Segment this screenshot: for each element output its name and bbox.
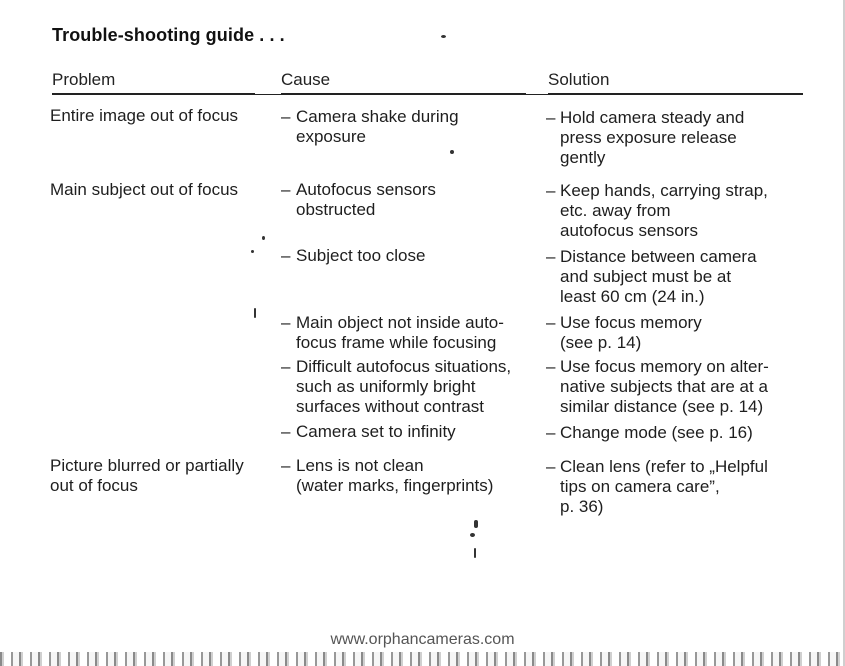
row-6-solution (546, 423, 806, 443)
solution-dash: – (546, 108, 556, 127)
cause-text: Subject too close (296, 246, 426, 265)
solution-dash: – (546, 247, 556, 266)
cause-text: Camera set to infinity (296, 422, 456, 441)
row-2-cause (281, 180, 541, 220)
scan-speck (470, 533, 475, 537)
cause-dash: – (281, 180, 291, 199)
row-5-solution (546, 357, 806, 417)
scan-speck (474, 548, 476, 558)
solution-dash: – (546, 357, 556, 376)
solution-text: Clean lens (refer to „Helpful tips on camera care”, p. 36) (560, 457, 768, 516)
header-underline-cause (281, 93, 526, 94)
scan-edge-noise (0, 652, 845, 666)
footer-url: www.orphancameras.com (330, 631, 515, 648)
row-3-cause (281, 246, 541, 266)
page-title: Trouble-shooting guide . . . (52, 25, 285, 45)
solution-text: Change mode (see p. 16) (560, 423, 753, 442)
header-underline-solution (548, 93, 803, 94)
cause-text: Camera shake during exposure (296, 107, 459, 146)
solution-text: Hold camera steady and press exposure release gently (560, 108, 745, 167)
row-5-cause (281, 357, 541, 417)
solution-dash: – (546, 423, 556, 442)
cause-text: Difficult autofocus situations, such as uniformly bright surfaces without contrast (296, 357, 512, 416)
solution-text: Distance between camera and subject must be at least 60 cm (24 in.) (560, 247, 757, 306)
row-6-cause (281, 422, 541, 442)
header-underline-problem (52, 93, 255, 94)
solution-dash: – (546, 457, 556, 476)
scan-speck (254, 308, 256, 318)
solution-dash: – (546, 181, 556, 200)
solution-text: Use focus memory (see p. 14) (560, 313, 702, 352)
cause-dash: – (281, 357, 291, 376)
row-7-problem: Picture blurred or partially out of focus (50, 456, 244, 495)
row-2-problem: Main subject out of focus (50, 180, 239, 199)
scan-speck (450, 150, 454, 154)
cause-dash: – (281, 422, 291, 441)
header-solution: Solution (548, 70, 610, 89)
header-cause: Cause (281, 70, 331, 89)
solution-text: Keep hands, carrying strap, etc. away from autofocus sensors (560, 181, 768, 240)
row-7-solution (546, 457, 806, 517)
cause-dash: – (281, 456, 291, 475)
row-2-solution (546, 181, 806, 241)
scan-speck (262, 236, 265, 240)
header-rule (52, 94, 803, 95)
solution-text: Use focus memory on alter- native subjects that are at a similar distance (see p. 14) (560, 357, 769, 416)
row-4-cause (281, 313, 541, 353)
cause-dash: – (281, 107, 291, 126)
scan-speck (251, 250, 254, 253)
cause-dash: – (281, 246, 291, 265)
cause-text: Main object not inside auto- focus frame while focusing (296, 313, 504, 352)
scan-speck (441, 35, 446, 38)
cause-text: Autofocus sensors obstructed (296, 180, 436, 219)
row-4-solution (546, 313, 806, 353)
row-1-solution (546, 108, 806, 168)
row-3-solution (546, 247, 806, 307)
header-problem: Problem (52, 70, 116, 89)
solution-dash: – (546, 313, 556, 332)
row-1-cause (281, 107, 541, 147)
cause-text: Lens is not clean (water marks, fingerprints) (296, 456, 494, 495)
cause-dash: – (281, 313, 291, 332)
scan-speck (474, 520, 478, 528)
row-1-problem: Entire image out of focus (50, 106, 239, 125)
row-7-cause (281, 456, 541, 496)
